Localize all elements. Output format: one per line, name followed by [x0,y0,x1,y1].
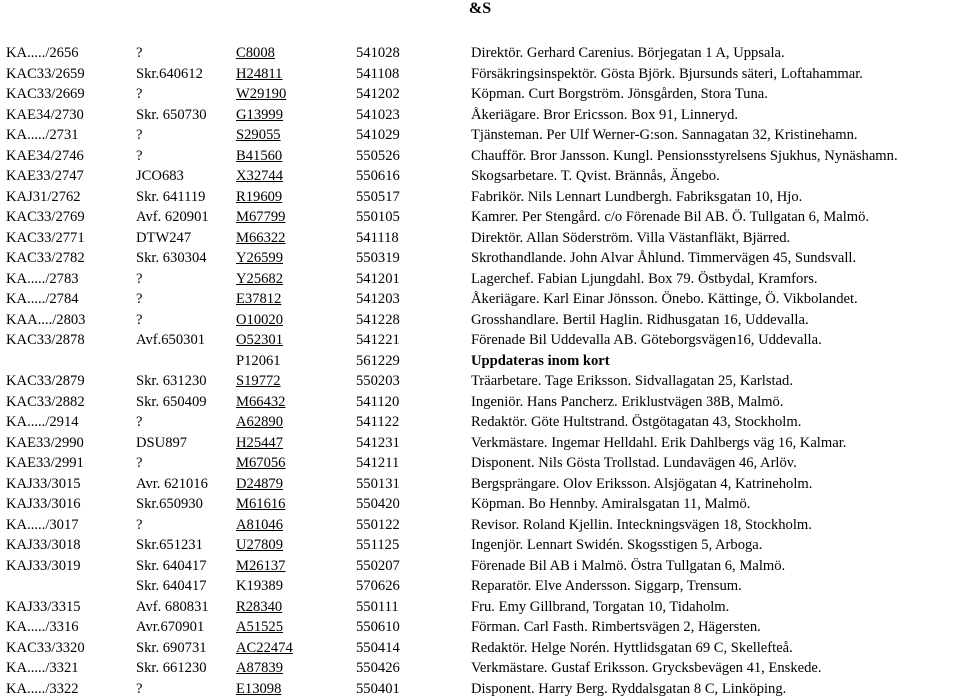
source-note: Avf. 680831 [136,598,209,615]
registration-ref: KAC33/2879 [6,373,85,390]
registration-ref: KAJ31/2762 [6,188,81,205]
source-note: Skr. 630304 [136,250,207,267]
registration-ref: KAC33/2878 [6,332,85,349]
registration-ref: KA...../2783 [6,270,79,287]
owner-description: Redaktör. Helge Norén. Hyttlidsgatan 69 C, Skellefteå. [471,639,793,656]
source-note: Skr. 640417 [136,557,207,574]
owner-description: Verkmästare. Ingemar Helldahl. Erik Dahlbergs väg 16, Kalmar. [471,434,847,451]
owner-description: Åkeriägare. Karl Einar Jönsson. Önebo. Kättinge, Ö. Vikbolandet. [471,291,858,308]
source-note: Skr. 640417 [136,578,207,595]
date-number: 550420 [356,496,400,513]
plate-code: C8008 [236,45,275,61]
source-note: JCO683 [136,168,184,185]
owner-description: Försäkringsinspektör. Gösta Björk. Bjursunds säteri, Loftahammar. [471,65,863,82]
source-note: Avr. 621016 [136,475,208,492]
owner-description: Disponent. Harry Berg. Ryddalsgatan 8 C, Linköping. [471,680,787,697]
source-note: Skr.651231 [136,537,203,554]
registration-ref: KAE33/2991 [6,455,84,472]
date-number: 541122 [356,414,400,431]
date-number: 541202 [356,86,400,103]
source-note: ? [136,127,143,144]
date-number: 550319 [356,250,400,267]
source-note: Avf. 620901 [136,209,209,226]
page-header: &S [468,0,492,17]
plate-code: R28340 [236,598,283,615]
plate-code: A62890 [236,414,284,431]
source-note: ? [136,86,143,103]
source-note: ? [136,680,143,697]
owner-description: Köpman. Curt Borgström. Jönsgården, Stora Tuna. [471,86,768,103]
plate-code: M26137 [236,557,286,574]
date-number: 541023 [356,106,400,123]
owner-description: Direktör. Allan Söderström. Villa Västanfläkt, Bjärred. [471,229,791,246]
owner-description: Tjänsteman. Per Ulf Werner-G:son. Sannagatan 32, Kristinehamn. [471,127,858,144]
date-number: 541221 [356,332,400,349]
plate-code: E37812 [236,291,282,308]
source-note: Skr. 650409 [136,393,207,410]
plate-code: M61616 [236,496,286,513]
date-number: 541228 [356,311,400,328]
date-number: 541108 [356,65,400,82]
date-number: 541203 [356,291,400,308]
date-number: 550616 [356,168,400,185]
date-number: 550203 [356,373,400,390]
plate-code: D24879 [236,475,284,492]
date-number: 570626 [356,578,400,595]
registration-ref: KAJ33/3315 [6,598,81,615]
source-note: Avf.650301 [136,332,206,349]
plate-code: O10020 [236,311,284,328]
registration-ref: KA...../2914 [6,414,79,431]
owner-description: Köpman. Bo Hennby. Amiralsgatan 11, Malmö. [471,496,751,513]
owner-description: Kamrer. Per Stengård. c/o Förenade Bil AB. Ö. Tullgatan 6, Malmö. [471,209,870,226]
owner-description: Förman. Carl Fasth. Rimbertsvägen 2, Hägersten. [471,619,761,636]
owner-description: Ingeniör. Hans Pancherz. Eriklustvägen 38B, Malmö. [471,393,784,410]
date-number: 550426 [356,660,400,677]
registration-ref: KAE34/2730 [6,106,84,123]
registration-ref: KA...../2656 [6,45,79,61]
owner-description: Fabrikör. Nils Lennart Lundbergh. Fabriksgatan 10, Hjo. [471,188,803,205]
plate-code: G13999 [236,106,284,123]
owner-description: Förenade Bil AB i Malmö. Östra Tullgatan 6, Malmö. [471,557,786,574]
source-note: ? [136,147,143,164]
date-number: 541201 [356,270,400,287]
plate-code: M66322 [236,229,286,246]
registration-ref: KA...../3321 [6,660,79,677]
registration-ref: KA...../3322 [6,680,79,697]
owner-description: Reparatör. Elve Andersson. Siggarp, Trensum. [471,578,742,595]
date-number: 550401 [356,680,400,697]
registration-ref: KAJ33/3018 [6,537,81,554]
registration-ref: KAA..../2803 [6,311,86,328]
source-note: ? [136,414,143,431]
owner-description: Bergsprängare. Olov Eriksson. Alsjögatan 4, Katrineholm. [471,475,813,492]
date-number: 550131 [356,475,400,492]
source-note: ? [136,455,143,472]
source-note: Skr. 641119 [136,188,206,205]
owner-description: Åkeriägare. Bror Ericsson. Box 91, Linneryd. [471,106,739,123]
date-number: 550105 [356,209,400,226]
plate-code: S19772 [236,373,281,390]
owner-description: Chaufför. Bror Jansson. Kungl. Pensionsstyrelsens Sjukhus, Nynäshamn. [471,147,898,164]
plate-code: E13098 [236,680,282,697]
plate-code: S29055 [236,127,281,144]
source-note: DSU897 [136,434,188,451]
source-note: DTW247 [136,229,192,246]
plate-code: R19609 [236,188,283,205]
owner-description: Direktör. Gerhard Carenius. Börjegatan 1 A, Uppsala. [471,45,785,61]
registration-ref: KAE33/2747 [6,168,84,185]
registration-ref: KAC33/2659 [6,65,85,82]
registration-ref: KAE33/2990 [6,434,84,451]
registration-ref: KAE34/2746 [6,147,84,164]
date-number: 550517 [356,188,400,205]
registration-ref: KA...../3017 [6,516,79,533]
source-note: ? [136,270,143,287]
owner-description: Grosshandlare. Bertil Haglin. Ridhusgatan 16, Uddevalla. [471,311,809,328]
registration-ref: KAC33/2771 [6,229,85,246]
date-number: 550207 [356,557,400,574]
plate-code: M67056 [236,455,286,472]
plate-code: Y26599 [236,250,284,267]
plate-code: W29190 [236,86,287,103]
plate-code: X32744 [236,168,284,185]
owner-description: Ingenjör. Lennart Swidén. Skogsstigen 5, Arboga. [471,537,763,554]
source-note: Avr.670901 [136,619,205,636]
date-number: 550111 [356,598,399,615]
owner-description: Träarbetare. Tage Eriksson. Sidvallagatan 25, Karlstad. [471,373,793,390]
source-note: Skr. 631230 [136,373,207,390]
source-note: Skr.640612 [136,65,203,82]
source-note: ? [136,45,143,61]
plate-code: H24811 [236,65,283,82]
owner-description: Revisor. Roland Kjellin. Inteckningsvägen 18, Stockholm. [471,516,812,533]
plate-code: P12061 [236,352,281,369]
date-number: 541211 [356,455,400,472]
source-note: Skr. 661230 [136,660,207,677]
date-number: 550526 [356,147,400,164]
registration-ref: KAC33/2782 [6,250,85,267]
source-note: Skr.650930 [136,496,203,513]
date-number: 541118 [356,229,399,246]
plate-code: K19389 [236,578,284,595]
plate-code: H25447 [236,434,284,451]
date-number: 550122 [356,516,400,533]
registration-ref: KAC33/2769 [6,209,85,226]
owner-description: Disponent. Nils Gösta Trollstad. Lundavägen 46, Arlöv. [471,455,797,472]
owner-description: Redaktör. Göte Hultstrand. Östgötagatan 43, Stockholm. [471,414,802,431]
date-number: 541028 [356,45,400,61]
registration-ref: KA...../2784 [6,291,79,308]
owner-description: Förenade Bil Uddevalla AB. Göteborgsvägen16, Uddevalla. [471,332,822,349]
date-number: 550610 [356,619,400,636]
date-number: 541029 [356,127,400,144]
source-note: ? [136,516,143,533]
registration-ref: KAJ33/3016 [6,496,81,513]
date-number: 541231 [356,434,400,451]
owner-description: Uppdateras inom kort [471,352,610,369]
plate-code: Y25682 [236,270,284,287]
owner-description: Skrothandlande. John Alvar Åhlund. Timmervägen 45, Sundsvall. [471,250,857,267]
registration-ref: KAC33/3320 [6,639,85,656]
owner-description: Verkmästare. Gustaf Eriksson. Grycksbevägen 41, Enskede. [471,660,822,677]
registration-ref: KAJ33/3019 [6,557,81,574]
plate-code: A51525 [236,619,284,636]
registration-ref: KAC33/2882 [6,393,85,410]
plate-code: M66432 [236,393,286,410]
registration-ref: KA...../3316 [6,619,79,636]
registration-ref: KAJ33/3015 [6,475,81,492]
owner-description: Skogsarbetare. T. Qvist. Brännås, Ängebo. [471,168,720,185]
date-number: 550414 [356,639,400,656]
date-number: 561229 [356,352,400,369]
plate-code: A81046 [236,516,284,533]
source-note: Skr. 690731 [136,639,207,656]
source-note: ? [136,291,143,308]
source-note: ? [136,311,143,328]
plate-code: U27809 [236,537,284,554]
plate-code: A87839 [236,660,284,677]
date-number: 541120 [356,393,400,410]
plate-code: B41560 [236,147,283,164]
plate-code: AC22474 [236,639,293,656]
owner-description: Fru. Emy Gillbrand, Torgatan 10, Tidaholm. [471,598,730,615]
date-number: 551125 [356,537,400,554]
plate-code: M67799 [236,209,286,226]
plate-code: O52301 [236,332,284,349]
owner-description: Lagerchef. Fabian Ljungdahl. Box 79. Östbydal, Kramfors. [471,270,818,287]
registration-ref: KA...../2731 [6,127,79,144]
registration-ref: KAC33/2669 [6,86,85,103]
source-note: Skr. 650730 [136,106,207,123]
